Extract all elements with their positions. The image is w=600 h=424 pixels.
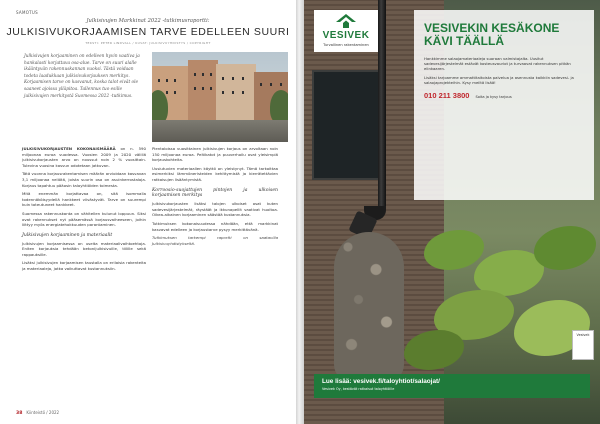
- advert-paragraph: Hankkimme salaojamateriaaleja suoraan valmistajalta. Uusitut sadevesijärjestelmät estävät kosteusvauriot ja turvaavat rakennuksen pitkän elinkaaren.: [424, 56, 571, 72]
- certification-badge: Vesivek: [572, 330, 594, 360]
- article-paragraph: Julkisivukorjausten lisäksi talojen ulkoiset osat kuten sadevesijärjestelmät, räystäät ja ikkunapellit vaativat huoltoa. Oikea-aikainen korjaaminen säästää kustannuksia.: [152, 201, 278, 218]
- advert-phone[interactable]: 010 211 3800: [424, 91, 470, 101]
- article-byline: TEKSTI: PETER LINDVALL / KUVAT: JULKISIVUYHDISTYS / COPYRIGHT: [85, 41, 211, 45]
- article-footnote: Tutkimuksen tarkempi raportti on saatavilla Julkisivuyhdistykseltä.: [152, 235, 278, 246]
- page-folio: [16, 410, 59, 416]
- advert-contact: [424, 91, 584, 100]
- downpipe: [378, 0, 386, 210]
- street-photo: [152, 52, 288, 142]
- advert-body: [424, 56, 584, 85]
- brand-name: VESIVEK: [322, 30, 370, 41]
- article-paragraph: Tätä vuonna korjausrakentamisen määrän arvioidaan kasvavan 3,1 miljoonaa neliötä, joista suurin osa on asuinkerrostaloja. Korjaus tapahtuu pääosin taloyhtiöiden toimesta.: [22, 171, 146, 188]
- article-subheading: Julkisivujen korjaaminen ja materiaalit: [22, 232, 113, 238]
- article-paragraph: Julkisivujen korjaamisessa on useita materiaalivaihtoehtoja. Eniten korjauksia tehdään betonijulkisivuille, tiilille sekä rappauksille.: [22, 240, 146, 257]
- article-paragraph: Mitä enemmän korjattavaa on, sitä isommalla todennäköisyydellä hankkeet viivästyvät. Tarve on suurempi kuin toteutuneet hankkeet.: [22, 191, 146, 208]
- article-paragraph: Pientaloissa vuosittainen julkisivujen korjaus on arvoltaan noin 150 miljoonaa euroa. Peltikatot ja puuverhoilu ovat yleisimpiä korjauskohteita.: [152, 146, 278, 163]
- article-paragraph: JULKISIVUKORJAUSTEN KOKONAISMÄÄRÄ on n. 590 miljoonaa euroa vuodessa. Vuosien 2009 ja 2020 välillä julkisivukorjausten arvo on noussut noin 2 % vuosittain. Tulevina vuosina kasvun odotetaan jatkuvan.: [22, 146, 147, 168]
- advert-footer-note: Vesivek Oy, kestävät ratkaisut taloyhtiöille: [322, 387, 395, 391]
- advert-footer: [314, 374, 590, 398]
- article-run-in-heading: JULKISIVUKORJAUSTEN KOKONAISMÄÄRÄ: [22, 146, 121, 151]
- article-paragraph: Tutkimuksen kokonaisuudessa nähdään, että markkinat kasvavat edelleen ja korjaustarve pysyy merkittävänä.: [152, 220, 278, 232]
- house-window: [312, 70, 382, 180]
- logo-roof-icon: [336, 14, 356, 28]
- advert-paragraph: Lisäksi tarjoamme ammattitaitoista palvelua ja asennusta kaikkiin sadevesi- ja salaojaprojekteihin. Kysy meiltä lisää!: [424, 74, 574, 85]
- section-label: SAMOTUS: [16, 10, 38, 15]
- publication-name: Kiinteistö / 2022: [26, 410, 60, 415]
- article-paragraph: Uusiutuvien materiaalien käyttö on yleistynyt. Tämä tarkoittaa esimerkiksi lämmöneristeiden kehittymistä ja kierrätettävien ratkaisujen lisääntymistä.: [152, 165, 278, 182]
- article-kicker: Julkisivujen Markkinat 2022 -tutkimusraportti:: [86, 18, 210, 24]
- brand-tagline: Turvallinen rakentaminen: [323, 43, 369, 47]
- article-headline: JULKISIVUKORJAAMISEN TARVE EDELLEEN SUURI: [6, 26, 290, 38]
- article-column-left: [22, 146, 146, 274]
- article-page: [0, 0, 296, 424]
- article-paragraph: Lisäksi julkisivujen korjaamisen taustalla on erilaisia rakenteita ja materiaaleja, jotka vaikuttavat kustannuksiin.: [22, 260, 146, 271]
- article-subheading: Korroosio-suojattujen pintojen ja ulkoisen korjaamisen merkitys: [152, 187, 278, 199]
- spread-gutter: [296, 0, 304, 424]
- article-column-right: [152, 146, 278, 249]
- advert-url[interactable]: Lue lisää: vesivek.fi/taloyhtiot/salaojat/: [322, 378, 440, 385]
- advert-title: VESIVEKIN KESÄKONE KÄVI TÄÄLLÄ: [424, 21, 560, 48]
- article-paragraph: Suomessa rakennuskanta on vähitellen kulunut loppuun. Siksi ovat rakennukset nyt pääsemässä korjausvaiheeseen, joihin liittyy myös energiatehokkuuden parantaminen.: [22, 210, 146, 228]
- advert-page: [304, 0, 600, 424]
- article-lead: Julkisivujen korjaaminen on edelleen hyvin vaativa ja hankalasti korjattava osa-alue. Tarve on suuri alalle ikääntyvän rakennuskannan vuoksi. Tästä voidaan todeta laadukkaan julkisivukorjauksen merkitys. Korjaamisen tarve on kasvanut, koska talot eivät ole saaneet ajoissa ylläpitoa. Tallennus tuo esille julkisivujen merkitystä Suomessa 2022 -tutkimus.: [24, 54, 140, 99]
- advert-contact-note: Soita ja kysy tarjous: [475, 95, 512, 100]
- page-number: 38: [16, 411, 23, 416]
- advert-panel: [414, 10, 594, 200]
- stone-drain: [334, 232, 404, 382]
- vesivek-logo: [314, 10, 378, 52]
